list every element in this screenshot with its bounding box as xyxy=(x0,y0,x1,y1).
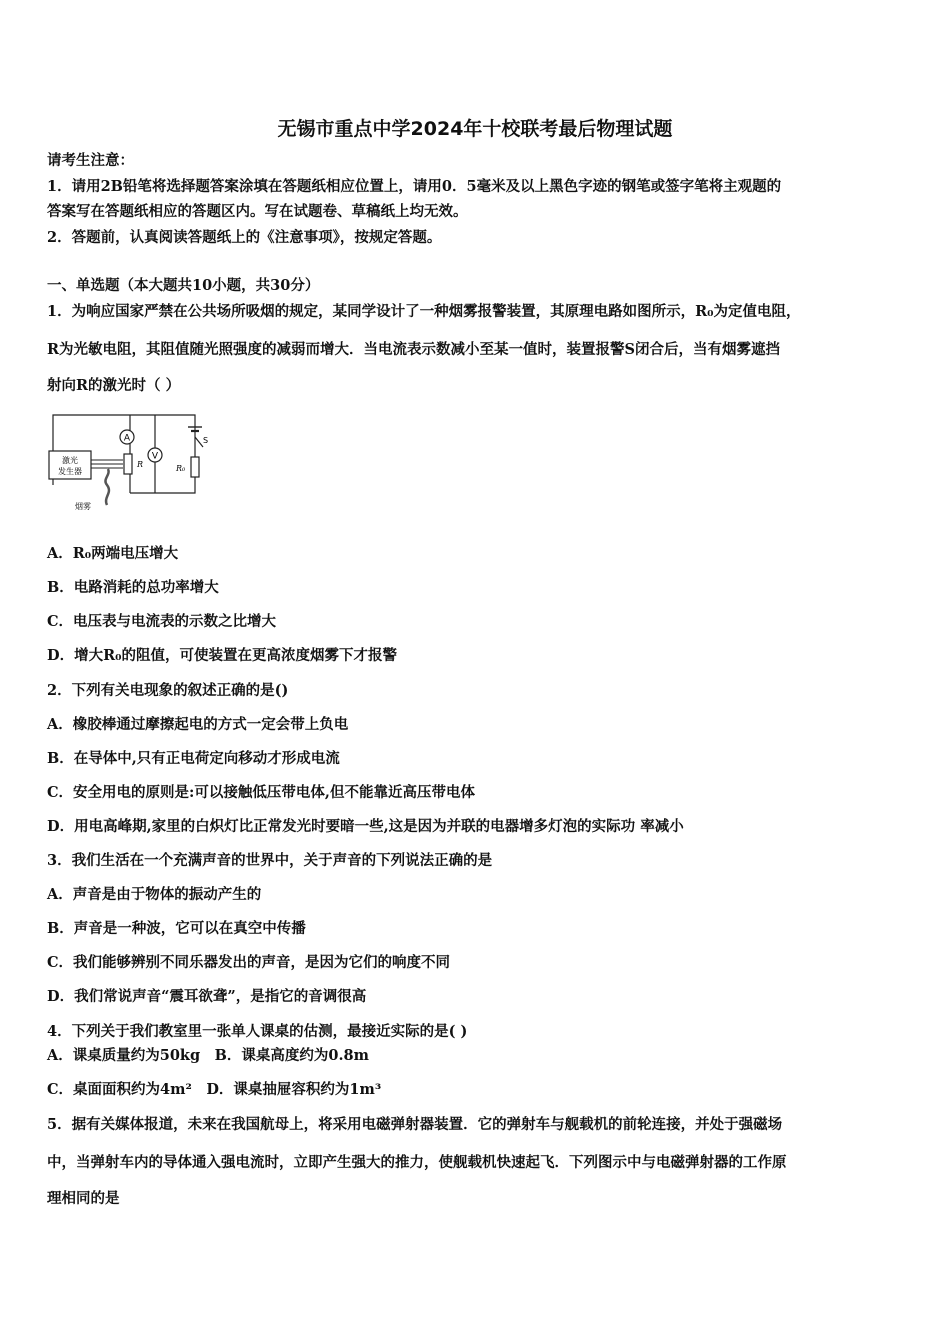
q1-stem-line-2: R为光敏电阻，其阻值随光照强度的减弱而增大．当电流表示数减小至某一值时，装置报警S闭合后，当有烟雾遮挡 xyxy=(47,341,781,358)
q1-option-a: A．R₀两端电压增大 xyxy=(47,545,179,562)
q4-options-row-2: C．桌面面积约为4m² D．课桌抽屉容积约为1m³ xyxy=(47,1081,382,1098)
q3-option-b: B．声音是一种波，它可以在真空中传播 xyxy=(47,920,306,937)
q1-stem-line-1: 1．为响应国家严禁在公共场所吸烟的规定，某同学设计了一种烟雾报警装置，其原理电路如图所示，R₀为定值电阻， xyxy=(47,303,801,320)
q4-options-row-1: A．课桌质量约为50kg B．课桌高度约为0.8m xyxy=(47,1047,369,1064)
section-heading: 一、单选题（本大题共10小题，共30分） xyxy=(47,277,320,294)
q3-stem: 3．我们生活在一个充满声音的世界中，关于声音的下列说法正确的是 xyxy=(47,852,493,869)
q1-circuit-diagram xyxy=(45,405,215,513)
q1-stem-line-3: 射向R的激光时（ ） xyxy=(47,377,181,394)
page-title: 无锡市重点中学2024年十校联考最后物理试题 xyxy=(277,118,673,140)
laser-label-line-2: 发生器 xyxy=(58,467,82,476)
smoke-label: 烟雾 xyxy=(75,502,91,511)
q2-option-c: C．安全用电的原则是:可以接触低压带电体,但不能靠近高压带电体 xyxy=(47,784,475,801)
switch-label: S xyxy=(203,436,209,445)
q2-option-d: D．用电高峰期,家里的白炽灯比正常发光时要暗一些,这是因为并联的电器增多灯泡的实际功 率减小 xyxy=(47,818,684,835)
q2-option-a: A．橡胶棒通过摩擦起电的方式一定会带上负电 xyxy=(47,716,349,733)
photoresistor-label: R xyxy=(137,460,144,469)
q3-option-a: A．声音是由于物体的振动产生的 xyxy=(47,886,262,903)
notice-item-2: 2．答题前，认真阅读答题纸上的《注意事项》，按规定答题。 xyxy=(47,229,442,246)
fixed-resistor-label: R₀ xyxy=(176,464,186,473)
q1-option-b: B．电路消耗的总功率增大 xyxy=(47,579,219,596)
voltmeter-label: V xyxy=(151,451,159,462)
q5-stem-line-3: 理相同的是 xyxy=(47,1190,120,1207)
q5-stem-line-1: 5．据有关媒体报道，未来在我国航母上，将采用电磁弹射器装置．它的弹射车与舰载机的前轮连接，并处于强磁场 xyxy=(47,1116,783,1133)
notice-item-1-line-2: 答案写在答题纸相应的答题区内。写在试题卷、草稿纸上均无效。 xyxy=(47,203,468,220)
q3-option-c: C．我们能够辨别不同乐器发出的声音，是因为它们的响度不同 xyxy=(47,954,451,971)
notice-heading: 请考生注意： xyxy=(47,152,134,169)
ammeter-label: A xyxy=(123,433,131,444)
fixed-resistor-icon xyxy=(191,457,199,477)
q5-stem-line-2: 中，当弹射车内的导体通入强电流时，立即产生强大的推力，使舰载机快速起飞．下列图示中与电磁弹射器的工作原 xyxy=(47,1154,787,1171)
photoresistor-icon xyxy=(124,454,132,474)
laser-label-line-1: 激光 xyxy=(62,456,78,465)
q4-stem: 4．下列关于我们教室里一张单人课桌的估测，最接近实际的是( ) xyxy=(47,1023,468,1040)
notice-item-1-line-1: 1．请用2B铅笔将选择题答案涂填在答题纸相应位置上，请用0．5毫米及以上黑色字迹的钢笔或签字笔将主观题的 xyxy=(47,178,782,195)
q2-option-b: B．在导体中,只有正电荷定向移动才形成电流 xyxy=(47,750,340,767)
q1-option-d: D．增大R₀的阻值，可使装置在更高浓度烟雾下才报警 xyxy=(47,647,397,664)
q1-option-c: C．电压表与电流表的示数之比增大 xyxy=(47,613,277,630)
q3-option-d: D．我们常说声音“震耳欲聋”，是指它的音调很高 xyxy=(47,988,367,1005)
q2-stem: 2．下列有关电现象的叙述正确的是() xyxy=(47,682,289,699)
